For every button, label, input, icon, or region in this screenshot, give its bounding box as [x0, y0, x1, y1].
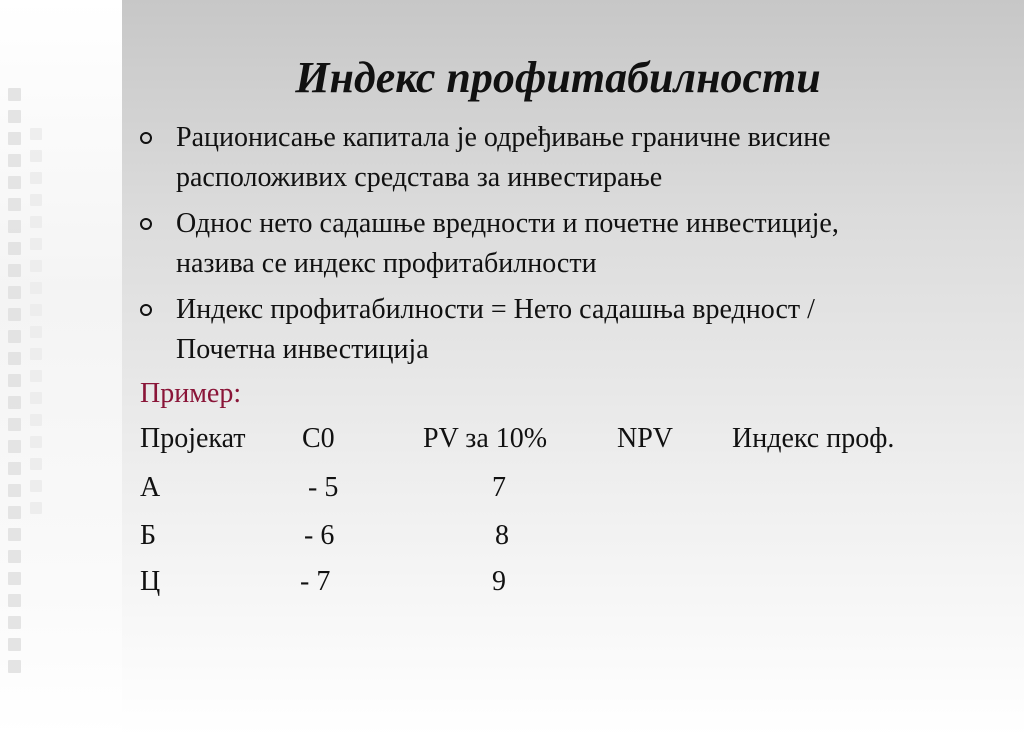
decorative-square	[30, 370, 42, 382]
table-row	[140, 472, 1000, 512]
decorative-square	[30, 436, 42, 448]
decorative-square	[8, 286, 21, 299]
bullet-line: Почетна инвестиција	[176, 334, 429, 365]
decorative-square	[8, 572, 21, 585]
header-c0: C0	[302, 423, 335, 454]
decorative-square	[8, 440, 21, 453]
decorative-square	[30, 216, 42, 228]
cell-pv: 8	[495, 520, 509, 551]
decorative-square	[8, 396, 21, 409]
bullet-line: Индекс профитабилности = Нето садашња вредност /	[176, 294, 815, 325]
decorative-square	[8, 506, 21, 519]
cell-project: А	[140, 472, 161, 503]
table-row	[140, 520, 1000, 560]
bullet-item	[140, 290, 1000, 370]
cell-project: Б	[140, 520, 157, 551]
slide-title: Индекс профитабилности	[295, 53, 821, 102]
decorative-square	[8, 638, 21, 651]
header-project: Пројекат	[140, 423, 246, 454]
cell-c0: - 7	[300, 566, 331, 597]
bullet-line: Рационисање капитала је одређивање граничне висине	[176, 122, 831, 153]
cell-c0: - 5	[308, 472, 339, 503]
decorative-square	[8, 242, 21, 255]
decorative-square	[8, 462, 21, 475]
decorative-square	[8, 308, 21, 321]
hollow-circle-bullet-icon	[140, 218, 152, 230]
decorative-square	[8, 418, 21, 431]
decorative-square	[30, 238, 42, 250]
decorative-square	[8, 220, 21, 233]
decorative-squares	[8, 88, 26, 688]
decorative-square	[30, 260, 42, 272]
decorative-square	[30, 480, 42, 492]
decorative-square	[8, 616, 21, 629]
hollow-circle-bullet-icon	[140, 132, 152, 144]
decorative-square	[30, 414, 42, 426]
decorative-square	[30, 348, 42, 360]
decorative-square	[30, 128, 42, 140]
cell-pv: 7	[492, 472, 506, 503]
decorative-square	[8, 198, 21, 211]
example-label: Пример:	[140, 378, 242, 409]
bullet-item	[140, 118, 1000, 198]
decorative-square	[30, 502, 42, 514]
cell-project: Ц	[140, 566, 161, 597]
table-row	[140, 566, 1000, 606]
decorative-square	[30, 392, 42, 404]
decorative-square	[30, 194, 42, 206]
bullet-list	[140, 118, 1000, 376]
decorative-square	[30, 150, 42, 162]
decorative-square	[8, 110, 21, 123]
decorative-square	[8, 330, 21, 343]
header-npv: NPV	[617, 423, 674, 454]
decorative-square	[8, 374, 21, 387]
cell-c0: - 6	[304, 520, 335, 551]
decorative-squares-secondary	[30, 88, 48, 688]
bullet-item	[140, 204, 1000, 284]
decorative-square	[8, 176, 21, 189]
decorative-square	[8, 528, 21, 541]
decorative-square	[30, 458, 42, 470]
header-index: Индекс проф.	[732, 423, 895, 454]
decorative-square	[8, 264, 21, 277]
decorative-square	[8, 132, 21, 145]
bullet-line: Однос нето садашње вредности и почетне инвестиције,	[176, 208, 839, 239]
table-header-row	[140, 423, 1000, 463]
decorative-square	[8, 550, 21, 563]
hollow-circle-bullet-icon	[140, 304, 152, 316]
decorative-square	[8, 154, 21, 167]
left-decorative-strip	[0, 0, 122, 737]
decorative-square	[30, 172, 42, 184]
decorative-square	[30, 304, 42, 316]
decorative-square	[8, 594, 21, 607]
bullet-line: расположивих средстава за инвестирање	[176, 162, 663, 193]
header-pv: PV за 10%	[423, 423, 548, 454]
bullet-line: назива се индекс профитабилности	[176, 248, 597, 279]
decorative-square	[8, 660, 21, 673]
decorative-square	[8, 484, 21, 497]
decorative-square	[8, 352, 21, 365]
decorative-square	[30, 282, 42, 294]
decorative-square	[30, 326, 42, 338]
cell-pv: 9	[492, 566, 506, 597]
